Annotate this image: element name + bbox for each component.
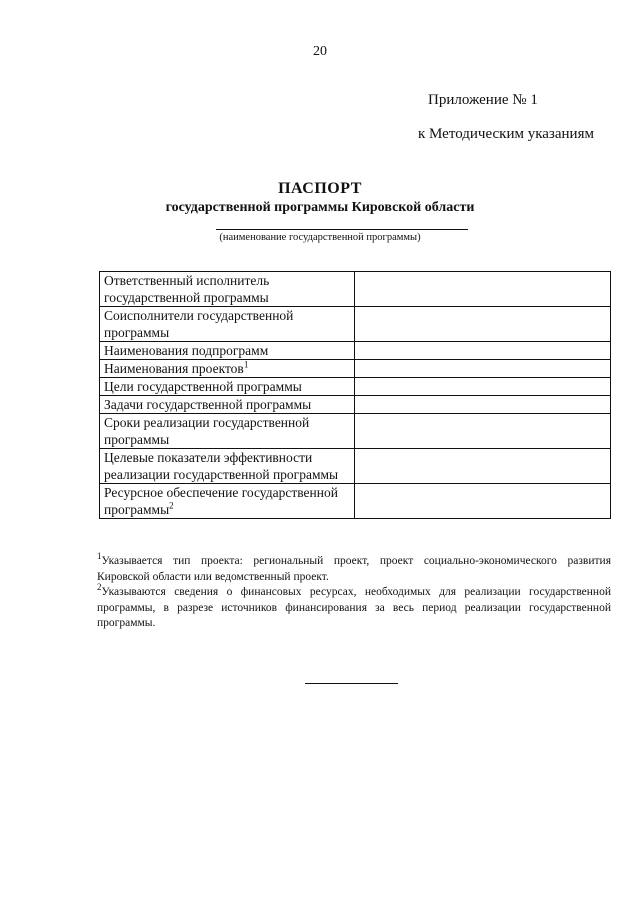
- row-value-goals: [355, 378, 611, 396]
- appendix-label: Приложение № 1: [428, 92, 538, 108]
- program-name-caption: (наименование государственной программы): [219, 232, 421, 243]
- footnote-mark-1: 1: [97, 551, 102, 562]
- document-title: ПАСПОРТ: [278, 180, 362, 197]
- row-value-resource-support: [355, 484, 611, 519]
- footnotes: [97, 551, 611, 632]
- row-value-timeframe: [355, 414, 611, 449]
- row-label-timeframe: Сроки реализации государственной программы: [100, 414, 355, 449]
- footnote-1: $^1$Указывается тип проекта: региональный проект, проект социально-экономического развития Кировской области или ведомственный проект.: [97, 551, 611, 583]
- row-value-responsible-executor: [355, 272, 611, 307]
- document-subtitle: государственной программы Кировской области: [165, 200, 475, 215]
- table-row: [100, 360, 611, 378]
- row-label-resource-support: Ресурсное обеспечение государственной программы$^2$: [100, 484, 355, 519]
- row-value-co-executors: [355, 307, 611, 342]
- row-value-target-indicators: [355, 449, 611, 484]
- page-number: 20: [313, 44, 327, 59]
- row-value-projects: [355, 360, 611, 378]
- row-label-projects: Наименования проектов$^1$: [100, 360, 355, 378]
- table-row: [100, 342, 611, 360]
- table-row: [100, 307, 611, 342]
- row-label-responsible-executor: Ответственный исполнитель государственной программы: [100, 272, 355, 307]
- footnote-mark-2: 2: [97, 582, 102, 593]
- row-label-target-indicators: Целевые показатели эффективности реализации государственной программы: [100, 449, 355, 484]
- table-row: [100, 396, 611, 414]
- row-label-co-executors: Соисполнители государственной программы: [100, 307, 355, 342]
- table-row: [100, 378, 611, 396]
- table-row: [100, 272, 611, 307]
- table-row: [100, 414, 611, 449]
- footnote-ref-1: 1: [243, 359, 249, 370]
- footnote-2: $^2$Указываются сведения о финансовых ресурсах, необходимых для реализации государственной программы, в разрезе источников финансирования за весь период реализации государственной программы.: [97, 582, 611, 629]
- footnote-ref-2: 2: [169, 500, 174, 511]
- row-value-tasks: [355, 396, 611, 414]
- program-name-blank-line: [216, 229, 468, 230]
- table-row: [100, 449, 611, 484]
- end-separator-line: [305, 683, 398, 684]
- appendix-reference: к Методическим указаниям: [418, 126, 594, 142]
- row-label-subprograms: Наименования подпрограмм: [100, 342, 355, 360]
- passport-table: [99, 271, 611, 519]
- row-label-tasks: Задачи государственной программы: [100, 396, 355, 414]
- table-row: [100, 484, 611, 519]
- row-value-subprograms: [355, 342, 611, 360]
- row-label-goals: Цели государственной программы: [100, 378, 355, 396]
